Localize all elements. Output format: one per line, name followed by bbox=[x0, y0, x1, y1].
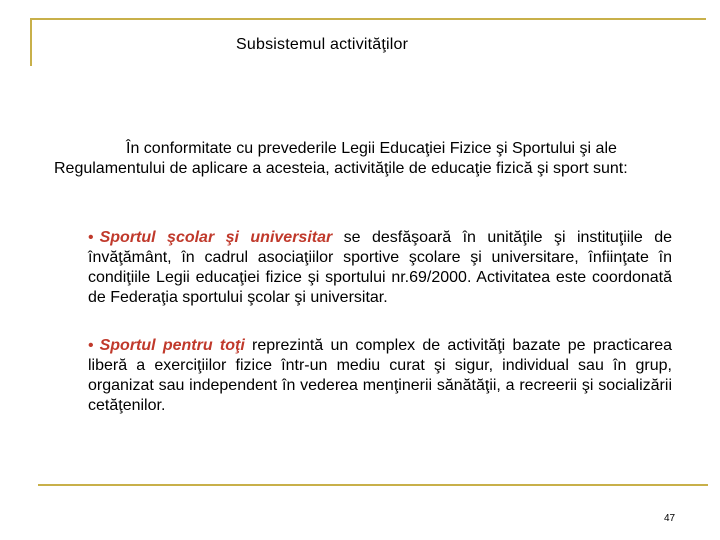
bullet-marker: • bbox=[88, 229, 94, 246]
bullet-text: se desfăşoară în unităţile şi instituţiile de învăţământ, în cadrul asociaţiilor sportive şcolare şi universitare, înfiinţate în condiţiile Legii educaţiei fizice şi sportului nr.69/2000. Activitatea este coordonată de Federaţia sportului şcolar şi universitar. bbox=[88, 229, 673, 306]
bullet-term: Sportul pentru toţi bbox=[99, 337, 245, 354]
bullet-marker: • bbox=[88, 337, 94, 354]
bottom-rule bbox=[38, 484, 708, 486]
bullet-term: Sportul şcolar şi universitar bbox=[99, 229, 333, 246]
page-number: 47 bbox=[664, 513, 676, 524]
slide-title: Subsistemul activităţilor bbox=[236, 36, 409, 53]
intro-paragraph: În conformitate cu prevederile Legii Educaţiei Fizice şi Sportului şi ale Regulamentului de aplicare a acesteia, activităţile de educaţie fizică şi sport sunt: bbox=[54, 140, 628, 177]
bullet-item-sport-for-all bbox=[88, 336, 672, 416]
bullet-item-school-sport bbox=[88, 228, 672, 308]
top-rule bbox=[30, 18, 706, 20]
bullet-text: reprezintă un complex de activităţi bazate pe practicarea liberă a exerciţiilor fizice într-un mediu curat şi sigur, individual sau în grup, organizat sau independent în vederea menţinerii sănătăţii, a recreerii şi socializării cetăţenilor. bbox=[88, 337, 672, 414]
left-rule bbox=[30, 18, 32, 66]
